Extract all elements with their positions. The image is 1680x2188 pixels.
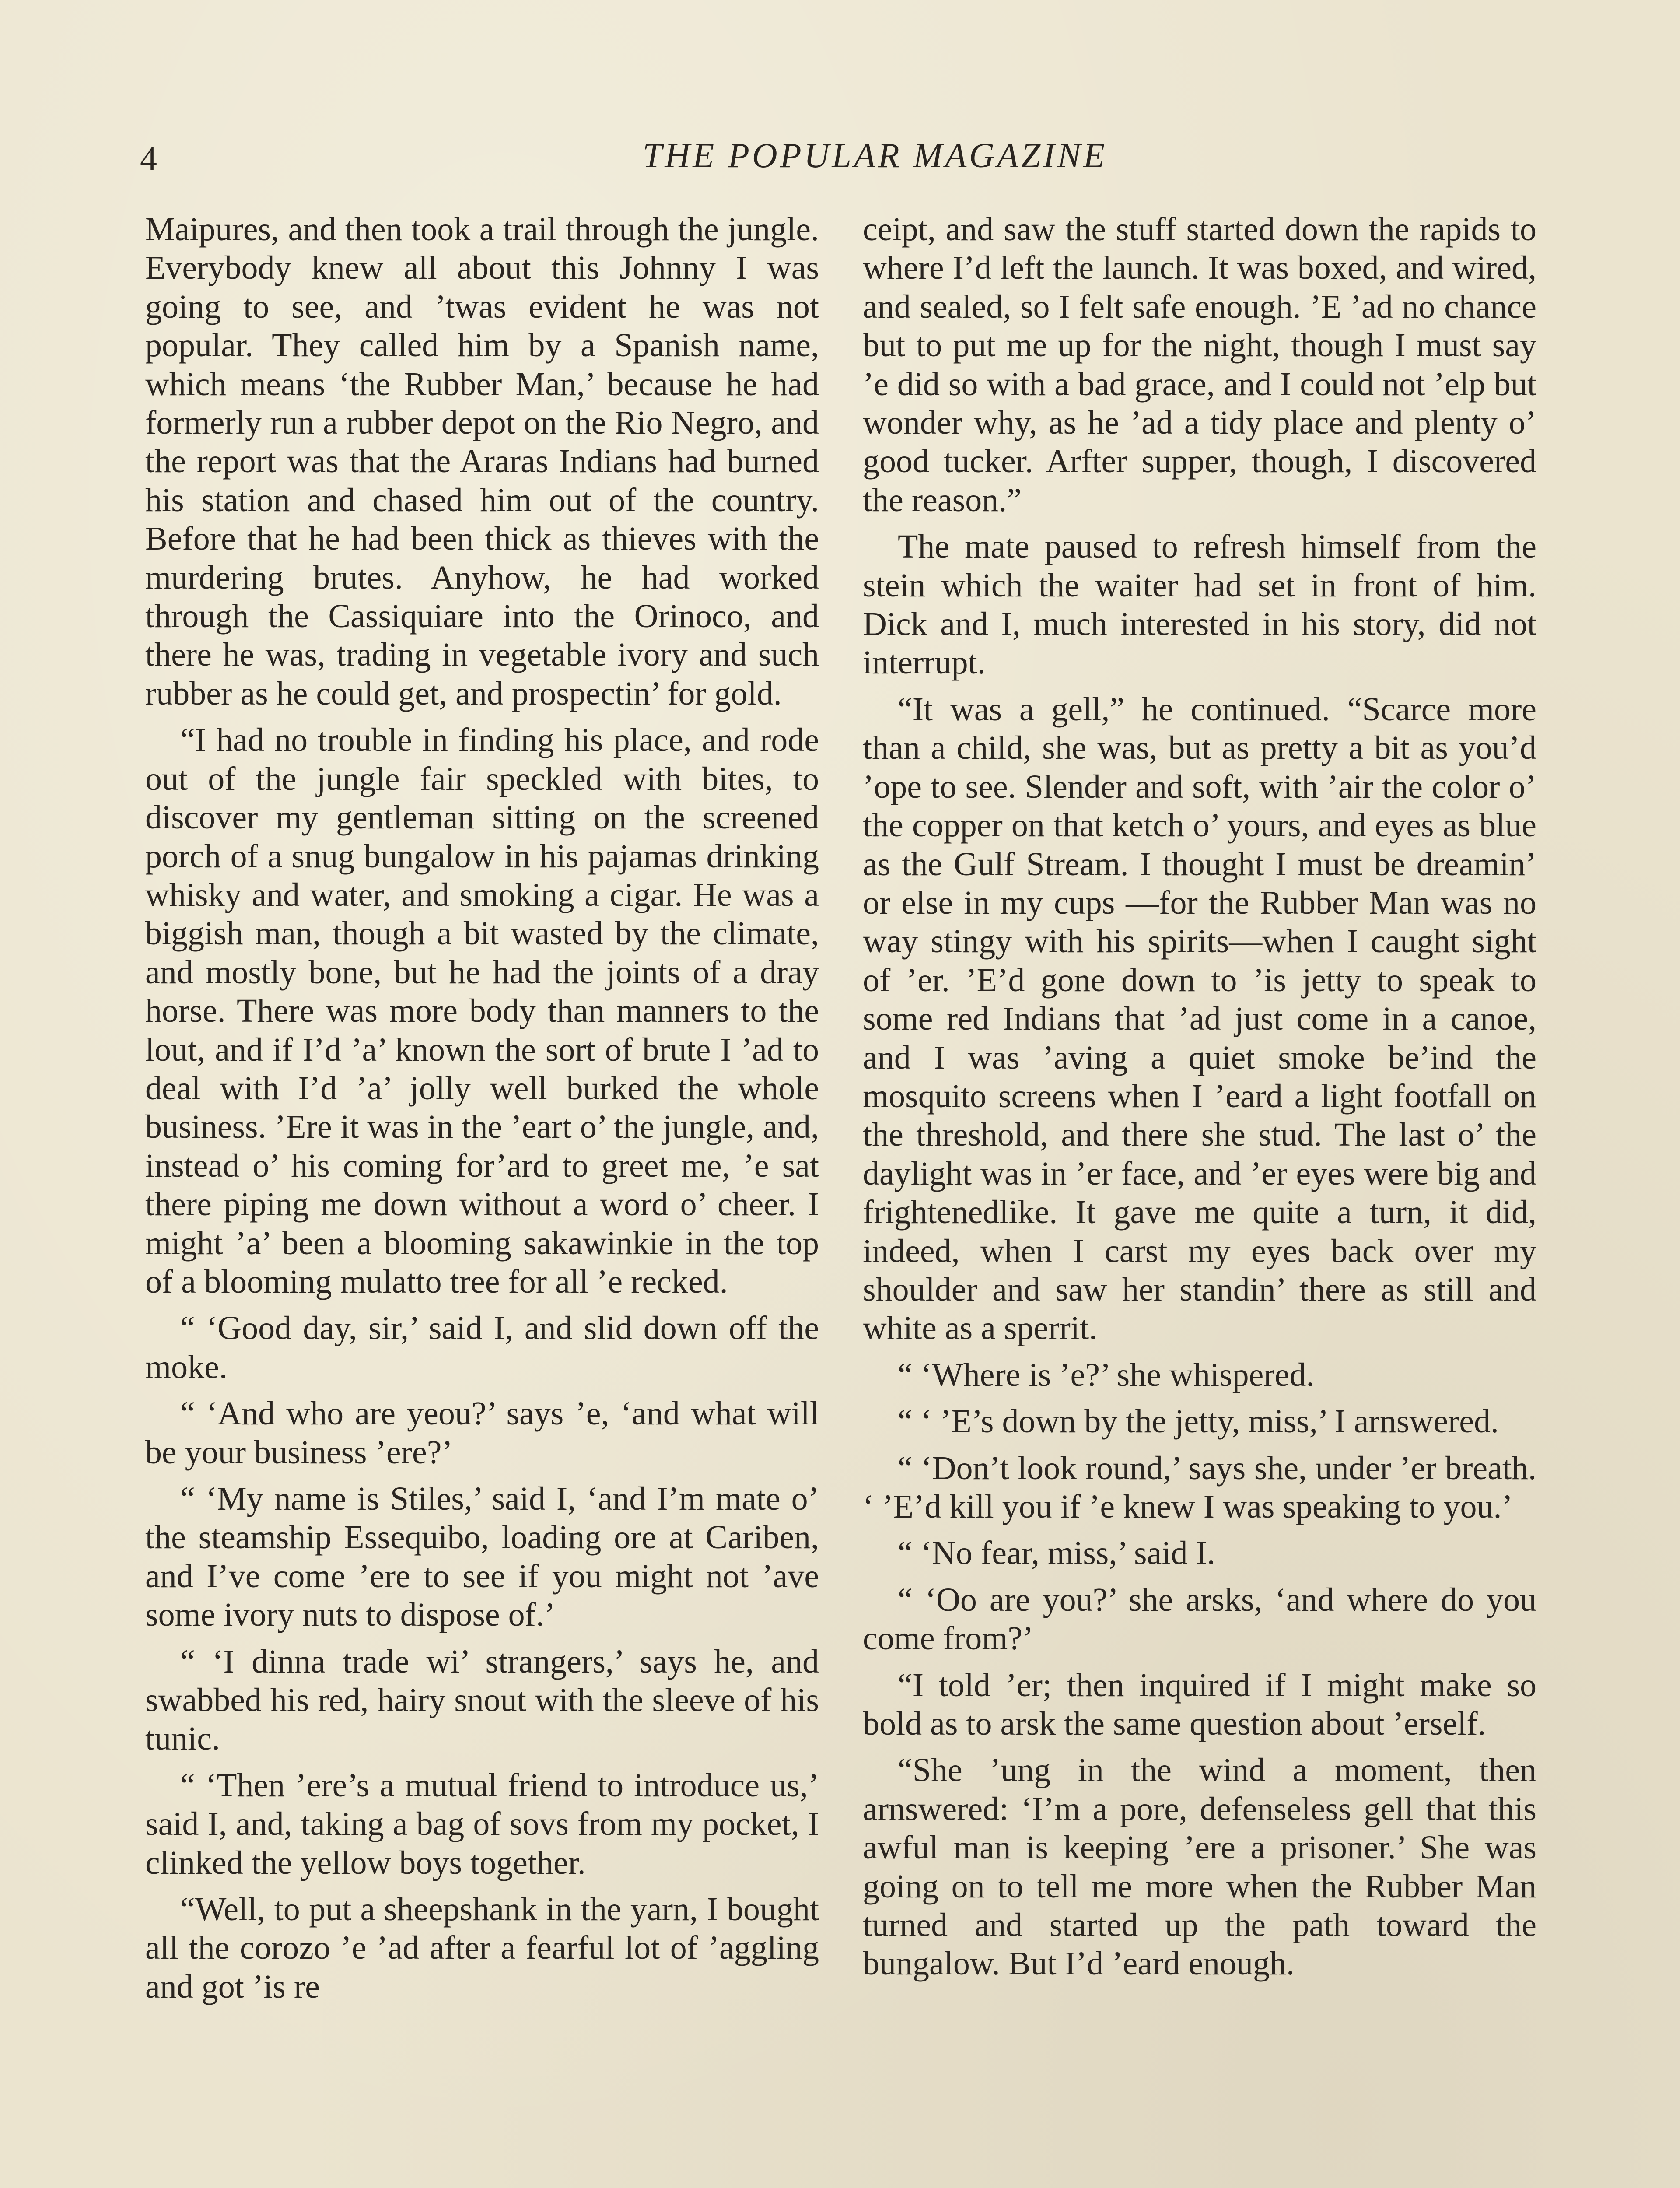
- paragraph: The mate paused to refresh himself from the stein which the waiter had set in front of him. Dick and I, much interested in his story, did not interrupt.: [863, 528, 1536, 681]
- paragraph: “ ‘And who are yeou?’ says ’e, ‘and what will be your business ’ere?’: [145, 1395, 819, 1471]
- left-column: [145, 210, 819, 2006]
- running-head: THE POPULAR MAGAZINE: [642, 137, 1108, 175]
- right-column: [863, 210, 1536, 1983]
- paragraph: “ ‘Then ’ere’s a mutual friend to introduce us,’ said I, and, taking a bag of sovs from my pocket, I clinked the yellow boys together.: [145, 1767, 819, 1881]
- paragraph: “ ‘I dinna trade wi’ strangers,’ says he, and swabbed his red, hairy snout with the sleeve of his tunic.: [145, 1643, 819, 1757]
- paragraph: ceipt, and saw the stuff started down the rapids to where I’d left the launch. It was boxed, and wired, and sealed, so I felt safe enough. ’E ’ad no chance but to put me up for the night, though I must say ’e did so with a bad grace, and I could not ’elp but wonder why, as he ’ad a tidy place and plenty o’ good tucker. Arfter supper, though, I discovered the reason.”: [863, 211, 1536, 519]
- paragraph: “ ‘ ’E’s down by the jetty, miss,’ I arnswered.: [898, 1403, 1499, 1440]
- page-number: 4: [140, 140, 157, 178]
- paragraph: Maipures, and then took a trail through the jungle. Everybody knew all about this Johnny I was going to see, and ’twas evident he was not popular. They called him by a Spanish name, which means ‘the Rubber Man,’ because he had formerly run a rubber depot on the Rio Negro, and the report was that the Araras Indians had burned his station and chased him out of the country. Before that he had been thick as thieves with the murdering brutes. Anyhow, he had worked through the Cassiquiare into the Orinoco, and there he was, trading in vegetable ivory and such rubber as he could get, and prospectin’ for gold.: [145, 211, 819, 712]
- paragraph: “I told ’er; then inquired if I might make so bold as to arsk the same question about ’erself.: [863, 1666, 1536, 1743]
- paragraph: “ ‘Where is ’e?’ she whispered.: [898, 1356, 1315, 1393]
- paragraph: “ ‘Oo are you?’ she arsks, ‘and where do you come from?’: [863, 1581, 1536, 1657]
- paragraph: “ ‘Don’t look round,’ says she, under ’er breath. ‘ ’E’d kill you if ’e knew I was speaking to you.’: [863, 1449, 1536, 1525]
- paragraph: “Well, to put a sheepshank in the yarn, I bought all the corozo ’e ’ad after a fearful lot of ’aggling and got ’is re: [145, 1891, 819, 2005]
- paragraph: “I had no trouble in finding his place, and rode out of the jungle fair speckled with bites, to discover my gentleman sitting on the screened porch of a snug bungalow in his pajamas drinking whisky and water, and smoking a cigar. He was a biggish man, though a bit wasted by the climate, and mostly bone, but he had the joints of a dray horse. There was more body than manners to the lout, and if I’d ’a’ known the sort of brute I ’ad to deal with I’d ’a’ jolly well burked the whole business. ’Ere it was in the ’eart o’ the jungle, and, instead o’ his coming for’ard to greet me, ’e sat there piping me down without a word o’ cheer. I might ’a’ been a blooming sakawinkie in the top of a blooming mulatto tree for all ’e recked.: [145, 722, 819, 1300]
- paragraph: “It was a gell,” he continued. “Scarce more than a child, she was, but as pretty a bit as you’d ’ope to see. Slender and soft, with ’air the color o’ the copper on that ketch o’ yours, and eyes as blue as the Gulf Stream. I thought I must be dreamin’ or else in my cups —for the Rubber Man was no way stingy with his spirits—when I caught sight of ’er. ’E’d gone down to ’is jetty to speak to some red Indians that ’ad just come in a canoe, and I was ’aving a quiet smoke be’ind the mosquito screens when I ’eard a light footfall on the threshold, and there she stud. The last o’ the daylight was in ’er face, and ’er eyes were big and frightenedlike. It gave me quite a turn, it did, indeed, when I carst my eyes back over my shoulder and saw her standin’ there as still and white as a sperrit.: [863, 691, 1536, 1347]
- paragraph: “ ‘No fear, miss,’ said I.: [898, 1535, 1215, 1572]
- paragraph: “She ’ung in the wind a moment, then arnswered: ‘I’m a pore, defenseless gell that this awful man is keeping ’ere a prisoner.’ She was going on to tell me more when the Rubber Man turned and started up the path toward the bungalow. But I’d ’eard enough.: [863, 1752, 1536, 1982]
- paragraph: “ ‘Good day, sir,’ said I, and slid down off the moke.: [145, 1310, 819, 1385]
- paragraph: “ ‘My name is Stiles,’ said I, ‘and I’m mate o’ the steamship Essequibo, loading ore at Cariben, and I’ve come ’ere to see if you might not ’ave some ivory nuts to dispose of.’: [145, 1480, 819, 1634]
